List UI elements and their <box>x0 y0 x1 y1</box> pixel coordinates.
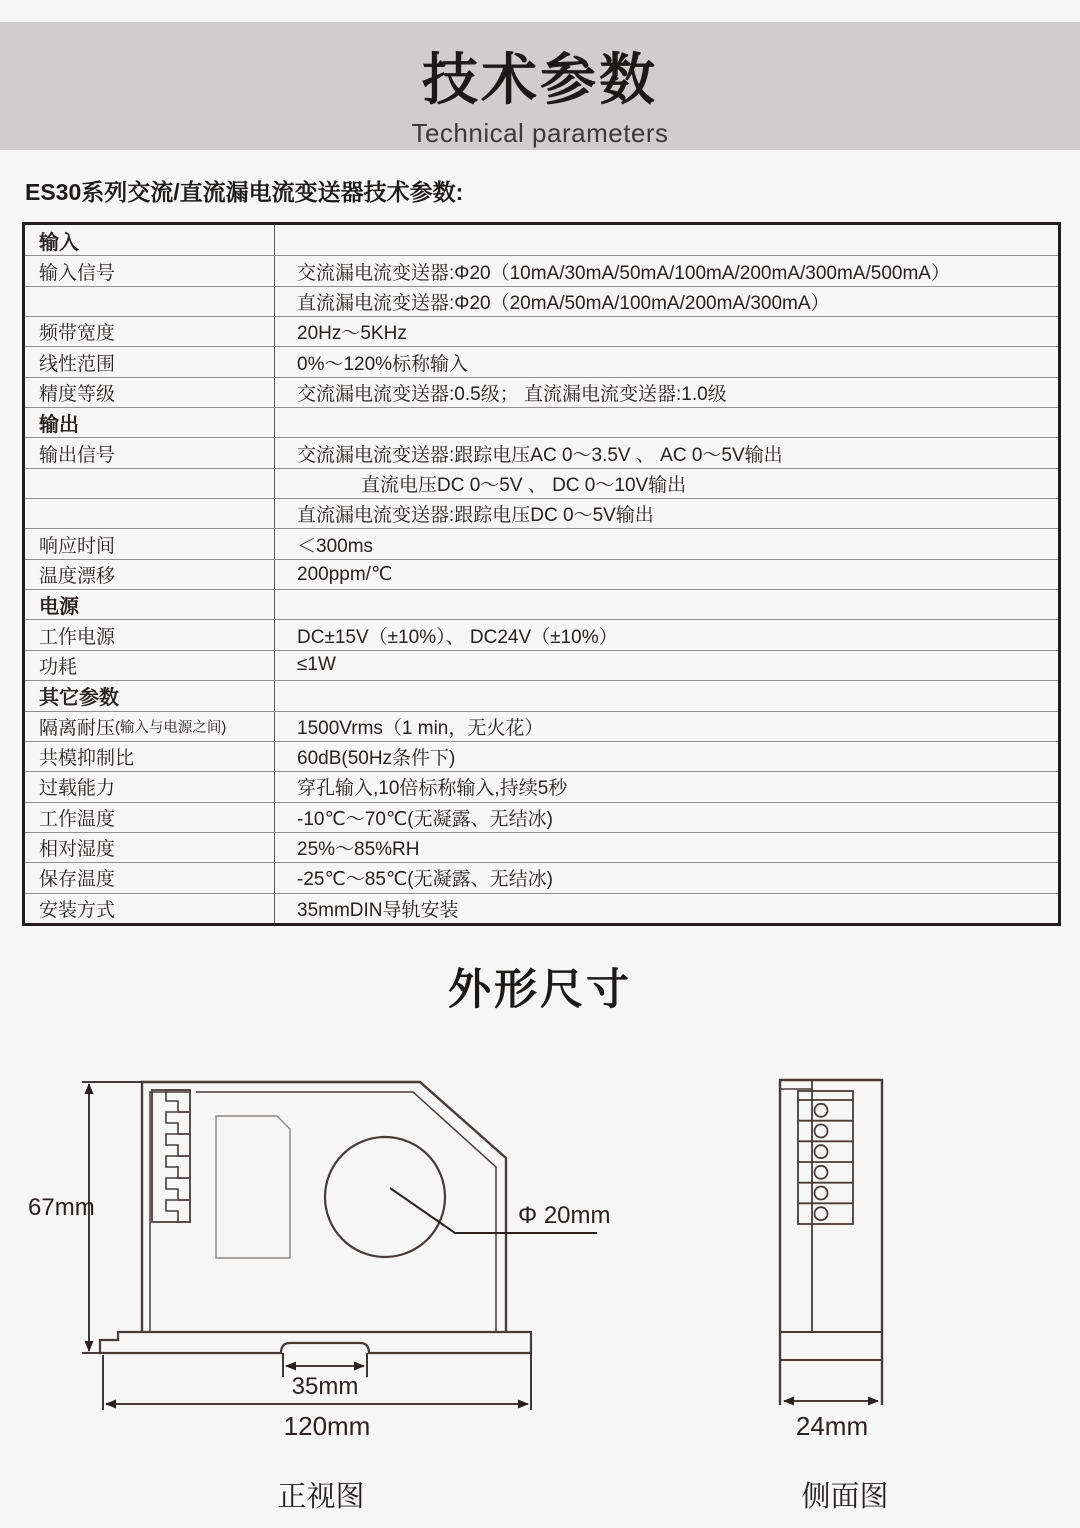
row-value: 交流漏电流变送器:0.5级； 直流漏电流变送器:1.0级 <box>297 383 727 405</box>
table-row <box>25 437 1058 467</box>
table-row <box>25 407 1058 437</box>
side-view <box>780 1080 882 1405</box>
row-value: 200ppm/℃ <box>297 563 393 585</box>
page-subtitle: Technical parameters <box>411 118 669 148</box>
table-row <box>25 225 1058 255</box>
front-view-label-plate <box>216 1116 290 1258</box>
row-value: 交流漏电流变送器:Φ20（10mA/30mA/50mA/100mA/200mA/300mA/500mA） <box>297 262 950 284</box>
row-value <box>275 408 1058 437</box>
table-row <box>25 286 1058 316</box>
table-row <box>25 316 1058 346</box>
table-row <box>25 619 1058 649</box>
row-label: 电源 <box>25 590 275 619</box>
row-label: 安装方式 <box>25 894 275 923</box>
front-view-terminal-teeth <box>166 1090 190 1222</box>
side-view-outline <box>780 1080 882 1405</box>
row-label <box>25 287 275 316</box>
row-label: 精度等级 <box>25 378 275 407</box>
table-row <box>25 862 1058 892</box>
side-view-caption: 侧面图 <box>801 1481 889 1513</box>
table-row <box>25 377 1058 407</box>
row-value <box>275 590 1058 619</box>
side-width-dimension-label: 24mm <box>795 1411 869 1441</box>
row-value: DC±15V（±10%）、 DC24V（±10%） <box>297 626 618 648</box>
table-row <box>25 559 1058 589</box>
side-terminal-screw-circle <box>815 1145 828 1158</box>
side-terminal-screw-circle <box>815 1125 828 1138</box>
table-row <box>25 832 1058 862</box>
row-label: 温度漂移 <box>25 560 275 589</box>
rail-dimension-label: 35mm <box>291 1373 359 1400</box>
row-value: 20Hz～5KHz <box>297 323 407 345</box>
row-label: 频带宽度 <box>25 317 275 346</box>
row-value: ≤1W <box>297 654 336 676</box>
front-view <box>100 1082 531 1353</box>
row-label: 功耗 <box>25 651 275 680</box>
dimension-drawing <box>0 1040 1080 1528</box>
table-row <box>25 346 1058 376</box>
table-row <box>25 255 1058 285</box>
table-row <box>25 893 1058 923</box>
side-terminal-screw-circle <box>815 1187 828 1200</box>
row-value: -25℃～85℃(无凝露、无结冰) <box>297 869 553 891</box>
table-row <box>25 650 1058 680</box>
table-row <box>25 802 1058 832</box>
row-value: 25%～85%RH <box>297 839 420 861</box>
row-value: 穿孔输入,10倍标称输入,持续5秒 <box>297 778 568 800</box>
row-value: 直流漏电流变送器:Φ20（20mA/50mA/100mA/200mA/300mA） <box>297 292 830 314</box>
row-label: 共模抑制比 <box>25 742 275 771</box>
side-view-terminal-block <box>798 1091 853 1224</box>
intro-heading: ES30系列交流/直流漏电流变送器技术参数: <box>25 179 464 205</box>
table-row <box>25 711 1058 741</box>
front-view-hole-circle <box>325 1137 445 1257</box>
row-label: 输出 <box>25 408 275 437</box>
hole-dimension-label: Φ 20mm <box>518 1202 611 1229</box>
row-label: 输入 <box>25 225 275 255</box>
dimension-drawing-svg <box>0 1040 1080 1528</box>
row-label <box>25 499 275 528</box>
row-value: 交流漏电流变送器:跟踪电压AC 0～3.5V 、 AC 0～5V输出 <box>297 444 783 466</box>
row-label: 相对湿度 <box>25 833 275 862</box>
row-value: -10℃～70℃(无凝露、无结冰) <box>297 808 553 830</box>
table-row <box>25 468 1058 498</box>
front-view-din-flange <box>100 1332 531 1353</box>
front-view-caption: 正视图 <box>277 1481 365 1513</box>
height-dimension-label: 67mm <box>28 1194 95 1221</box>
row-label: 保存温度 <box>25 863 275 892</box>
row-label: 响应时间 <box>25 529 275 558</box>
row-label: 工作温度 <box>25 803 275 832</box>
row-value: 1500Vrms（1 min，无火花） <box>297 717 544 739</box>
banner <box>0 22 1080 150</box>
width-dimension-label: 120mm <box>283 1411 371 1441</box>
row-label: 过载能力 <box>25 772 275 801</box>
table-row <box>25 498 1058 528</box>
side-terminal-screw-circle <box>815 1166 828 1179</box>
table-row <box>25 680 1058 710</box>
row-value <box>275 681 1058 710</box>
row-value <box>275 225 1058 255</box>
dimensions-title: 外形尺寸 <box>448 966 632 1014</box>
table-row <box>25 589 1058 619</box>
row-label-note: (输入与电源之间) <box>115 719 227 736</box>
row-value: 0%～120%标称输入 <box>297 353 469 375</box>
spec-table <box>22 222 1061 926</box>
row-value: 60dB(50Hz条件下) <box>297 748 456 770</box>
row-label <box>25 469 275 498</box>
row-label: 隔离耐压 (输入与电源之间) <box>25 712 275 741</box>
row-value: 直流漏电流变送器:跟踪电压DC 0～5V输出 <box>297 505 654 527</box>
row-label: 其它参数 <box>25 681 275 710</box>
table-row <box>25 741 1058 771</box>
table-row <box>25 528 1058 558</box>
page-title: 技术参数 <box>422 48 658 111</box>
side-terminal-screw-circle <box>815 1207 828 1220</box>
row-label: 工作电源 <box>25 620 275 649</box>
row-label: 线性范围 <box>25 347 275 376</box>
row-value: 35mmDIN导轨安装 <box>297 899 459 921</box>
side-terminal-screw-circle <box>815 1104 828 1117</box>
row-label: 输入信号 <box>25 256 275 285</box>
row-value: 直流电压DC 0～5V 、 DC 0～10V输出 <box>361 474 687 496</box>
front-view-outline-outer <box>142 1082 506 1332</box>
row-value: ＜300ms <box>297 535 374 557</box>
table-row <box>25 771 1058 801</box>
row-label: 输出信号 <box>25 438 275 467</box>
